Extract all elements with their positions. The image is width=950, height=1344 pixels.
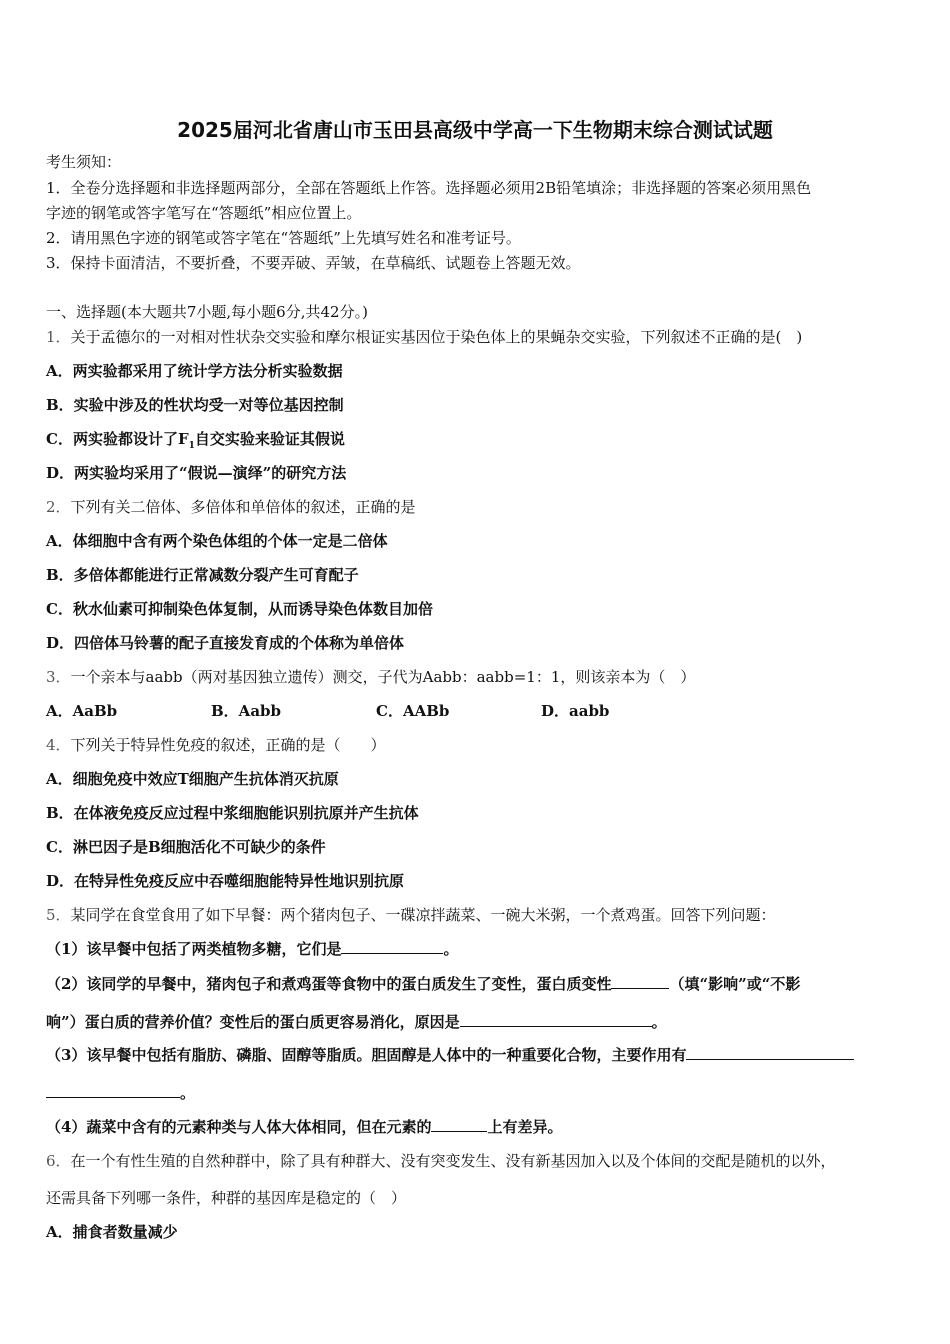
section-heading: 一、选择题(本大题共7小题,每小题6分,共42分。): [46, 303, 368, 321]
question-number: 4．: [46, 736, 71, 754]
question-4-stem: [46, 735, 386, 755]
part-text: 上有差异。: [487, 1118, 563, 1136]
question-3-stem: [46, 667, 695, 687]
question-number: 3．: [46, 668, 71, 686]
answer-blank[interactable]: [686, 1045, 854, 1060]
q2-option-c: C．秋水仙素可抑制染色体复制，从而诱导染色体数目加倍: [46, 600, 433, 618]
notice-item: 1．全卷分选择题和非选择题两部分，全部在答题纸上作答。选择题必须用2B铅笔填涂；非选择题的答案必须用黑色: [46, 179, 812, 197]
part-text: （3）该早餐中包括有脂肪、磷脂、固醇等脂质。胆固醇是人体中的一种重要化合物，主要作用有: [46, 1046, 687, 1064]
question-2-stem: [46, 497, 416, 517]
part-text: 。: [443, 940, 459, 958]
q5-part-2-cont: [46, 1012, 667, 1032]
question-6-stem: [46, 1151, 836, 1171]
subscript: 1: [188, 441, 195, 451]
notice-item: 字迹的钢笔或答字笔写在“答题纸”相应位置上。: [46, 204, 362, 222]
q2-option-d: D．四倍体马铃薯的配子直接发育成的个体称为单倍体: [46, 634, 405, 652]
question-5-stem: [46, 905, 776, 925]
part-text: （1）该早餐中包括了两类植物多糖，它们是: [46, 940, 342, 958]
q2-option-a: A．体细胞中含有两个染色体组的个体一定是二倍体: [46, 532, 388, 550]
question-number: 5．: [46, 906, 71, 924]
part-text: 。: [651, 1013, 667, 1031]
q5-part-3: [46, 1045, 854, 1065]
q5-part-1: [46, 939, 458, 959]
question-text: 下列关于特异性免疫的叙述，正确的是（ ）: [70, 736, 386, 754]
question-number: 1．: [46, 328, 71, 346]
answer-blank[interactable]: [460, 1012, 652, 1027]
q1-option-b: B．实验中涉及的性状均受一对等位基因控制: [46, 396, 344, 414]
question-text: 下列有关二倍体、多倍体和单倍体的叙述，正确的是: [70, 498, 416, 516]
q1-option-a: A．两实验都采用了统计学方法分析实验数据: [46, 362, 343, 380]
q3-option-c: C．AABb: [376, 702, 450, 720]
answer-blank[interactable]: [46, 1083, 180, 1098]
q2-option-b: B．多倍体都能进行正常减数分裂产生可育配子: [46, 566, 359, 584]
part-text: （填“影响”或“不影: [669, 975, 801, 993]
q1-option-c: [46, 429, 345, 456]
q5-part-4: [46, 1117, 562, 1137]
question-number: 6．: [46, 1152, 71, 1170]
notice-heading: 考生须知：: [46, 153, 122, 171]
question-text: 某同学在食堂食用了如下早餐：两个猪肉包子、一碟凉拌蔬菜、一碗大米粥，一个煮鸡蛋。回答下列问题：: [70, 906, 776, 924]
question-text: 关于孟德尔的一对相对性状杂交实验和摩尔根证实基因位于染色体上的果蝇杂交实验，下列叙述不正确的是( ): [70, 328, 803, 346]
notice-item: 2．请用黑色字迹的钢笔或答字笔在“答题纸”上先填写姓名和准考证号。: [46, 229, 521, 247]
q5-part-2: [46, 974, 800, 994]
part-text: （2）该同学的早餐中，猪肉包子和煮鸡蛋等食物中的蛋白质发生了变性，蛋白质变性: [46, 975, 612, 993]
q3-option-a: A．AaBb: [46, 702, 118, 720]
q3-options: [46, 701, 609, 721]
q4-option-a: A．细胞免疫中效应T细胞产生抗体消灭抗原: [46, 770, 339, 788]
q4-option-c: C．淋巴因子是B细胞活化不可缺少的条件: [46, 838, 326, 856]
question-text: 在一个有性生殖的自然种群中，除了具有种群大、没有突变发生、没有新基因加入以及个体间的交配是随机的以外，: [70, 1152, 836, 1170]
q4-option-d: D．在特异性免疫反应中吞噬细胞能特异性地识别抗原: [46, 872, 405, 890]
part-text: （4）蔬菜中含有的元素种类与人体大体相同，但在元素的: [46, 1118, 432, 1136]
q5-part-3-cont: [46, 1083, 195, 1103]
q3-option-d: D．aabb: [541, 702, 610, 720]
question-6-stem-cont: 还需具备下列哪一条件，种群的基因库是稳定的（ ）: [46, 1189, 407, 1207]
question-1-stem: [46, 327, 802, 347]
answer-blank[interactable]: [341, 939, 443, 954]
part-text: 。: [180, 1084, 196, 1102]
page-title: 2025届河北省唐山市玉田县高级中学高一下生物期末综合测试试题: [177, 118, 773, 142]
q6-option-a: A．捕食者数量减少: [46, 1223, 178, 1241]
notice-item: 3．保持卡面清洁，不要折叠，不要弄破、弄皱，在草稿纸、试题卷上答题无效。: [46, 254, 581, 272]
option-text: C．两实验都设计了F: [46, 430, 189, 448]
q3-option-b: B．Aabb: [211, 702, 282, 720]
part-text: 响”）蛋白质的营养价值？变性后的蛋白质更容易消化，原因是: [46, 1013, 460, 1031]
question-number: 2．: [46, 498, 71, 516]
question-text: 一个亲本与aabb（两对基因独立遗传）测交，子代为Aabb：aabb=1：1，则该亲本为（ ）: [70, 668, 696, 686]
answer-blank[interactable]: [431, 1117, 487, 1132]
answer-blank[interactable]: [611, 974, 669, 989]
option-text: 自交实验来验证其假说: [194, 430, 345, 448]
q4-option-b: B．在体液免疫反应过程中浆细胞能识别抗原并产生抗体: [46, 804, 419, 822]
q1-option-d: D．两实验均采用了“假说—演绎”的研究方法: [46, 464, 347, 482]
